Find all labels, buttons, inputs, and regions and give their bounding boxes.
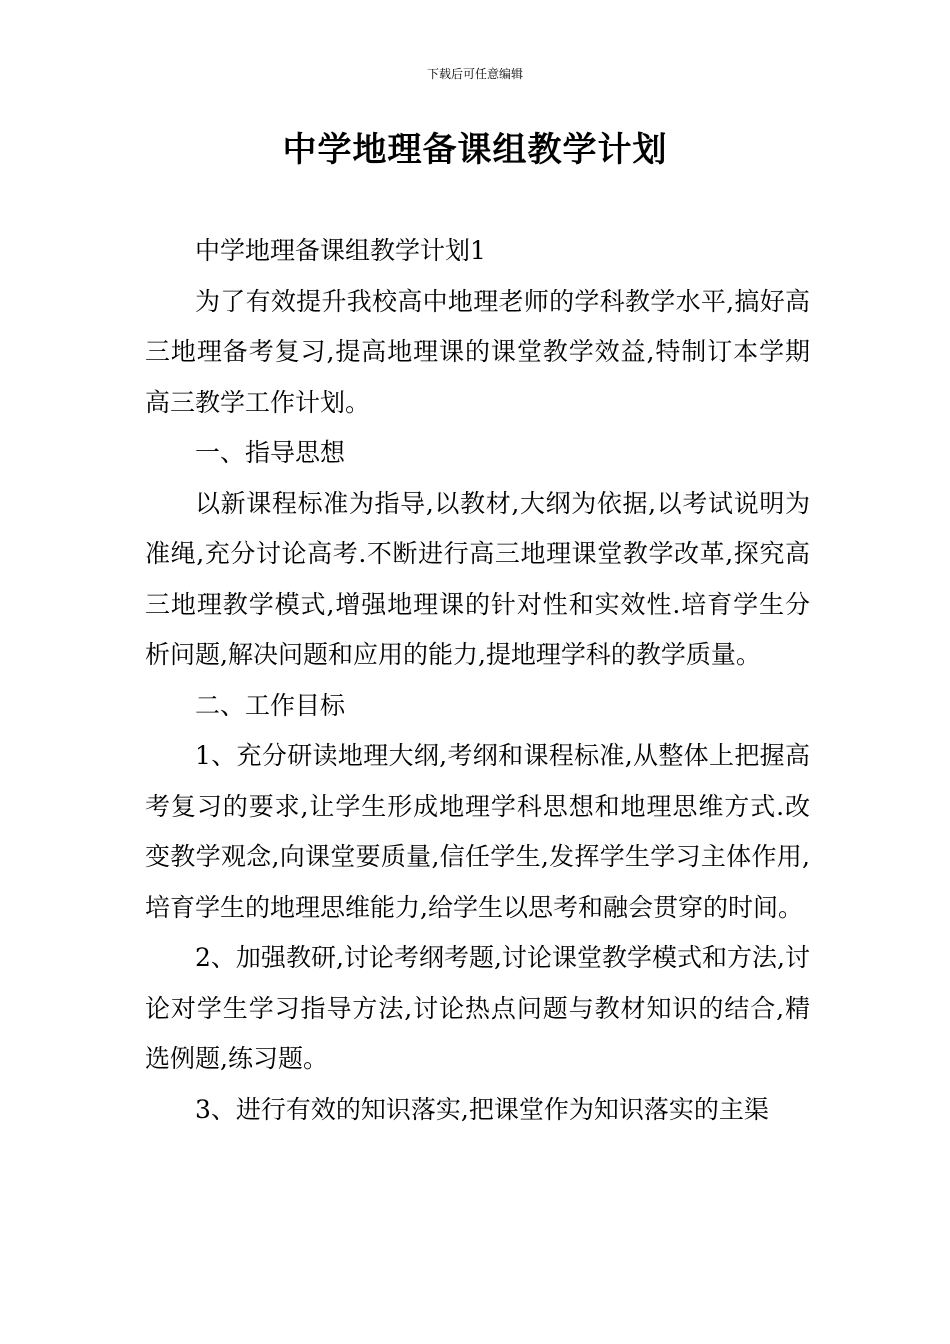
work-goal-item-3: 3、进行有效的知识落实,把课堂作为知识落实的主渠 bbox=[195, 1094, 769, 1124]
intro-paragraph: 为了有效提升我校高中地理老师的学科教学水平,搞好高三地理备考复习,提高地理课的课堂教学效益,特制订本学期高三教学工作计划。 bbox=[145, 286, 810, 417]
work-goal-item-2: 2、加强教研,讨论考纲考题,讨论课堂教学模式和方法,讨论对学生学习指导方法,讨论热点问题与教材知识的结合,精选例题,练习题。 bbox=[145, 943, 810, 1073]
document-body bbox=[145, 226, 810, 1135]
header-note: 下载后可任意编辑 bbox=[426, 67, 523, 81]
guiding-thought-paragraph: 以新课程标准为指导,以教材,大纲为依据,以考试说明为准绳,充分讨论高考.不断进行高三地理课堂教学改革,探究高三地理教学模式,增强地理课的针对性和实效性.培育学生分析问题,解决问题和应用的能力,提地理学科的教学质量。 bbox=[145, 488, 810, 669]
document-title: 中学地理备课组教学计划 bbox=[282, 130, 668, 170]
section-heading-work-goals: 二、工作目标 bbox=[195, 690, 346, 720]
section-heading-guiding-thought: 一、指导思想 bbox=[195, 438, 346, 467]
work-goal-item-1: 1、充分研读地理大纲,考纲和课程标准,从整体上把握高考复习的要求,让学生形成地理学科思想和地理思维方式.改变教学观念,向课堂要质量,信任学生,发挥学生学习主体作用,培育学生的地理思维能力,给学生以思考和融会贯穿的时间。 bbox=[145, 741, 810, 922]
subtitle-paragraph: 中学地理备课组教学计划1 bbox=[195, 236, 486, 265]
